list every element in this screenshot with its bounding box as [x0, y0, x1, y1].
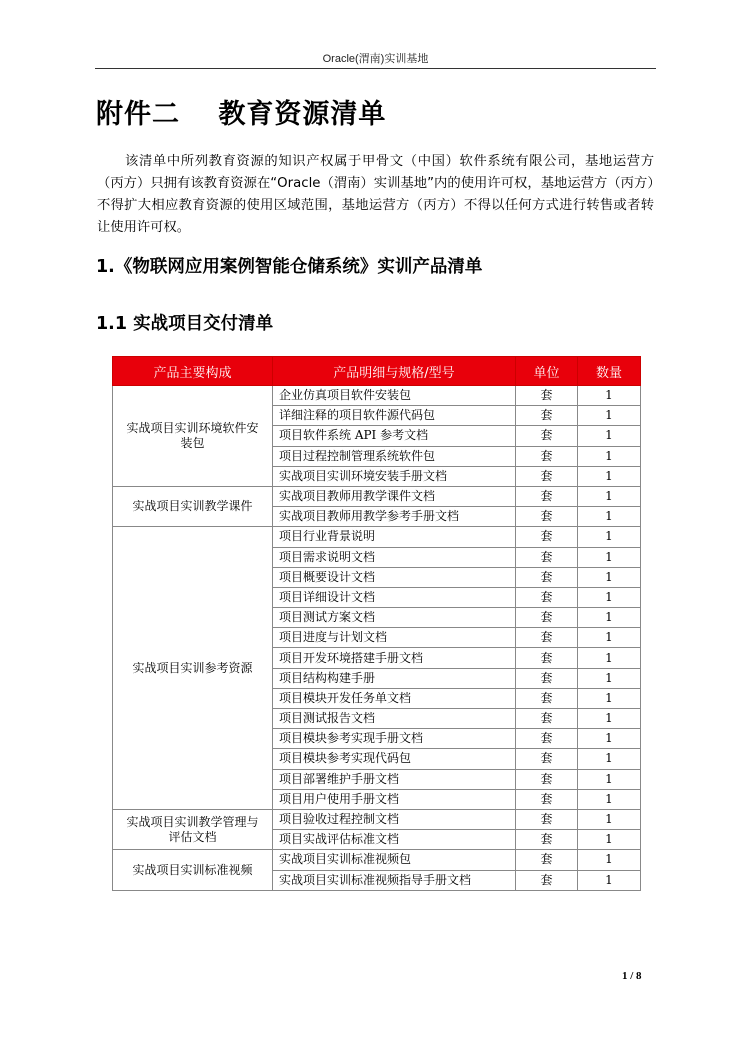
header-divider [95, 68, 656, 69]
quantity-cell: 1 [578, 507, 641, 527]
unit-cell: 套 [516, 608, 578, 628]
quantity-cell: 1 [578, 668, 641, 688]
quantity-cell: 1 [578, 608, 641, 628]
quantity-cell: 1 [578, 688, 641, 708]
quantity-cell: 1 [578, 446, 641, 466]
quantity-cell: 1 [578, 749, 641, 769]
quantity-cell: 1 [578, 830, 641, 850]
unit-cell: 套 [516, 628, 578, 648]
table-row [113, 486, 641, 506]
unit-cell: 套 [516, 648, 578, 668]
quantity-cell: 1 [578, 648, 641, 668]
table-header-row [113, 357, 641, 386]
unit-cell: 套 [516, 749, 578, 769]
group-name-cell: 实战项目实训环境软件安装包 [113, 386, 273, 487]
quantity-cell: 1 [578, 587, 641, 607]
quantity-cell: 1 [578, 769, 641, 789]
detail-cell: 项目软件系统 API 参考文档 [273, 426, 516, 446]
quantity-cell: 1 [578, 486, 641, 506]
quantity-cell: 1 [578, 386, 641, 406]
header-quantity: 数量 [578, 357, 641, 386]
detail-cell: 项目模块参考实现代码包 [273, 749, 516, 769]
unit-cell: 套 [516, 386, 578, 406]
unit-cell: 套 [516, 426, 578, 446]
unit-cell: 套 [516, 769, 578, 789]
header-composition: 产品主要构成 [113, 357, 273, 386]
detail-cell: 项目行业背景说明 [273, 527, 516, 547]
unit-cell: 套 [516, 709, 578, 729]
detail-cell: 项目过程控制管理系统软件包 [273, 446, 516, 466]
detail-cell: 项目部署维护手册文档 [273, 769, 516, 789]
quantity-cell: 1 [578, 406, 641, 426]
unit-cell: 套 [516, 830, 578, 850]
detail-cell: 项目验收过程控制文档 [273, 809, 516, 829]
page-number: 1 / 8 [622, 970, 642, 982]
detail-cell: 项目详细设计文档 [273, 587, 516, 607]
detail-cell: 项目进度与计划文档 [273, 628, 516, 648]
unit-cell: 套 [516, 466, 578, 486]
intro-paragraph: 该清单中所列教育资源的知识产权属于甲骨文（中国）软件系统有限公司，基地运营方（丙方）只拥有该教育资源在“Oracle（渭南）实训基地”内的使用许可权，基地运营方（丙方）不得扩大相应教育资源的使用区域范围，基地运营方（丙方）不得以任何方式进行转售或者转让使用许可权。 [97, 154, 654, 235]
group-name-cell: 实战项目实训教学课件 [113, 486, 273, 526]
header-detail: 产品明细与规格/型号 [273, 357, 516, 386]
unit-cell: 套 [516, 688, 578, 708]
unit-cell: 套 [516, 446, 578, 466]
unit-cell: 套 [516, 406, 578, 426]
document-title: 附件二 教育资源清单 [96, 99, 387, 130]
detail-cell: 实战项目实训标准视频包 [273, 850, 516, 870]
detail-cell: 项目需求说明文档 [273, 547, 516, 567]
unit-cell: 套 [516, 789, 578, 809]
quantity-cell: 1 [578, 870, 641, 890]
detail-cell: 详细注释的项目软件源代码包 [273, 406, 516, 426]
quantity-cell: 1 [578, 426, 641, 446]
unit-cell: 套 [516, 587, 578, 607]
unit-cell: 套 [516, 486, 578, 506]
unit-cell: 套 [516, 547, 578, 567]
detail-cell: 项目开发环境搭建手册文档 [273, 648, 516, 668]
unit-cell: 套 [516, 567, 578, 587]
quantity-cell: 1 [578, 729, 641, 749]
section-heading-1: 1.《物联网应用案例智能仓储系统》实训产品清单 [96, 257, 483, 277]
header-unit: 单位 [516, 357, 578, 386]
quantity-cell: 1 [578, 567, 641, 587]
group-name-cell: 实战项目实训教学管理与评估文档 [113, 809, 273, 849]
detail-cell: 项目结构构建手册 [273, 668, 516, 688]
detail-cell: 项目测试报告文档 [273, 709, 516, 729]
table-row [113, 527, 641, 547]
detail-cell: 项目模块参考实现手册文档 [273, 729, 516, 749]
page-header: Oracle(渭南)实训基地 [322, 53, 429, 65]
quantity-cell: 1 [578, 789, 641, 809]
quantity-cell: 1 [578, 547, 641, 567]
section-heading-1-1: 1.1 实战项目交付清单 [96, 314, 274, 334]
detail-cell: 实战项目教师用教学课件文档 [273, 486, 516, 506]
detail-cell: 项目概要设计文档 [273, 567, 516, 587]
detail-cell: 项目实战评估标准文档 [273, 830, 516, 850]
quantity-cell: 1 [578, 628, 641, 648]
quantity-cell: 1 [578, 527, 641, 547]
detail-cell: 企业仿真项目软件安装包 [273, 386, 516, 406]
unit-cell: 套 [516, 729, 578, 749]
unit-cell: 套 [516, 507, 578, 527]
detail-cell: 项目测试方案文档 [273, 608, 516, 628]
detail-cell: 项目模块开发任务单文档 [273, 688, 516, 708]
table-row [113, 850, 641, 870]
table-row [113, 809, 641, 829]
unit-cell: 套 [516, 668, 578, 688]
unit-cell: 套 [516, 527, 578, 547]
table-row [113, 386, 641, 406]
detail-cell: 项目用户使用手册文档 [273, 789, 516, 809]
quantity-cell: 1 [578, 809, 641, 829]
group-name-cell: 实战项目实训参考资源 [113, 527, 273, 810]
unit-cell: 套 [516, 870, 578, 890]
quantity-cell: 1 [578, 850, 641, 870]
quantity-cell: 1 [578, 709, 641, 729]
group-name-cell: 实战项目实训标准视频 [113, 850, 273, 890]
deliverables-table [112, 356, 641, 891]
unit-cell: 套 [516, 850, 578, 870]
detail-cell: 实战项目实训标准视频指导手册文档 [273, 870, 516, 890]
quantity-cell: 1 [578, 466, 641, 486]
unit-cell: 套 [516, 809, 578, 829]
detail-cell: 实战项目教师用教学参考手册文档 [273, 507, 516, 527]
detail-cell: 实战项目实训环境安装手册文档 [273, 466, 516, 486]
